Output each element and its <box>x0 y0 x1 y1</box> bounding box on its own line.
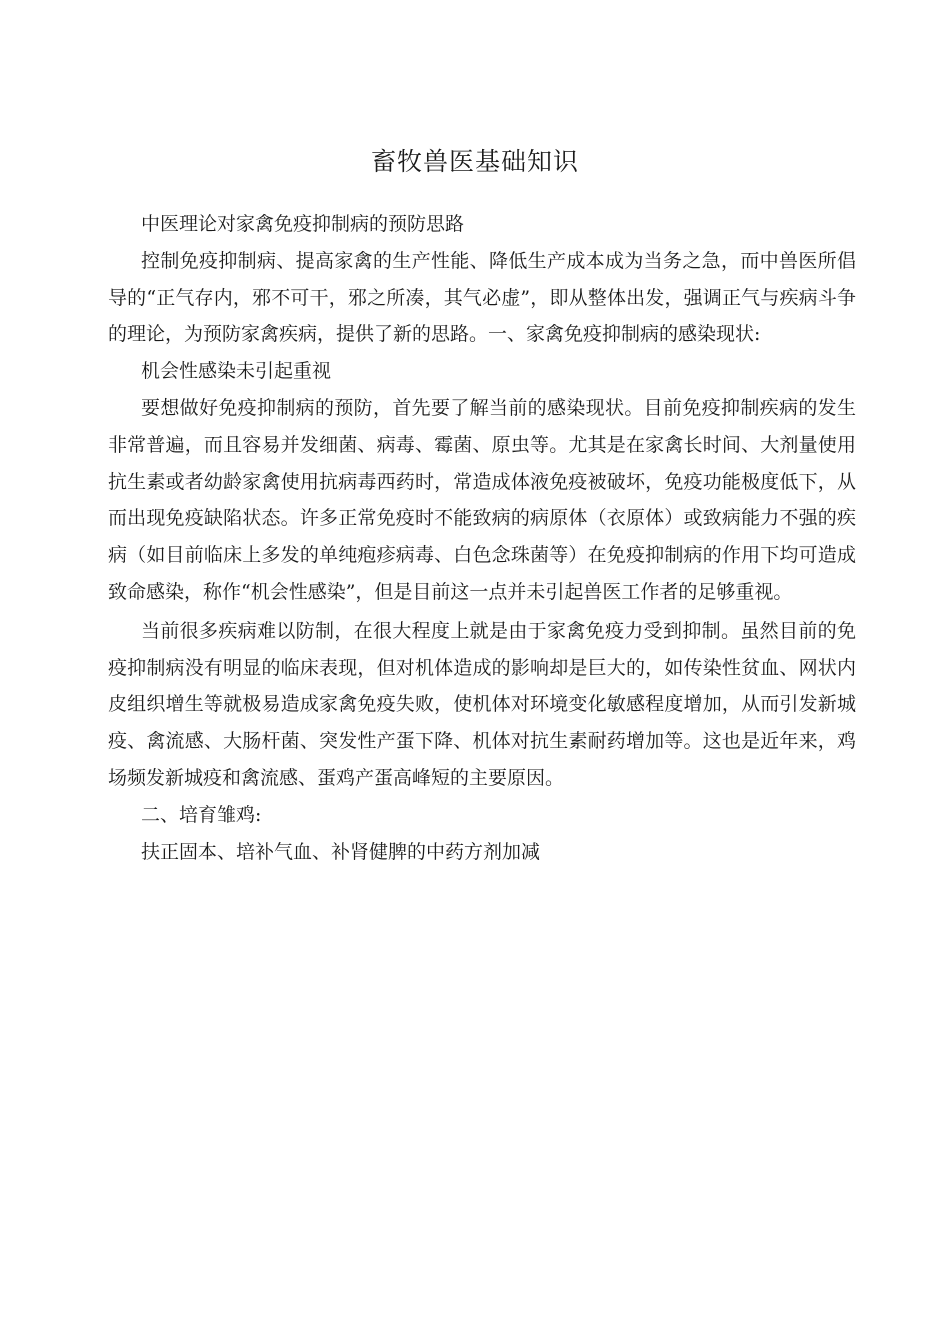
paragraph-intro: 控制免疫抑制病、提高家禽的生产性能、降低生产成本成为当务之急，而中兽医所倡导的“正气存内，邪不可干，邪之所凑，其气必虚”，即从整体出发，强调正气与疾病斗争的理论，为预防家禽疾病，提供了新的思路。一、家禽免疫抑制病的感染现状: <box>108 249 856 346</box>
section-heading-tcm-prevention: 中医理论对家禽免疫抑制病的预防思路 <box>141 213 465 235</box>
paragraph-infection-status: 要想做好免疫抑制病的预防，首先要了解当前的感染现状。目前免疫抑制疾病的发生非常普遍，而且容易并发细菌、病毒、霉菌、原虫等。尤其是在家禽长时间、大剂量使用抗生素或者幼龄家禽使用抗病毒西药时，常造成体液免疫被破坏，免疫功能极度低下，从而出现免疫缺陷状态。许多正常免疫时不能致病的病原体（衣原体）或致病能力不强的疾病（如目前临床上多发的单纯疱疹病毒、白色念珠菌等）在免疫抑制病的作用下均可造成致命感染，称作“机会性感染”，但是目前这一点并未引起兽医工作者的足够重视。 <box>108 396 856 603</box>
section-heading-chick-rearing: 二、培育雏鸡: <box>141 803 262 826</box>
document-body <box>108 206 856 870</box>
paragraph-immunity-suppression: 当前很多疾病难以防制，在很大程度上就是由于家禽免疫力受到抑制。虽然目前的免疫抑制病没有明显的临床表现，但对机体造成的影响却是巨大的，如传染性贫血、网状内皮组织增生等就极易造成家禽免疫失败，使机体对环境变化敏感程度增加，从而引发新城疫、禽流感、大肠杆菌、突发性产蛋下降、机体对抗生素耐药增加等。这也是近年来，鸡场频发新城疫和禽流感、蛋鸡产蛋高峰短的主要原因。 <box>108 619 856 789</box>
section-heading-herbal-formula: 扶正固本、培补气血、补肾健脾的中药方剂加减 <box>141 840 541 863</box>
section-heading-opportunistic-infection: 机会性感染未引起重视 <box>141 360 332 383</box>
document-title: 畜牧兽医基础知识 <box>370 147 579 176</box>
